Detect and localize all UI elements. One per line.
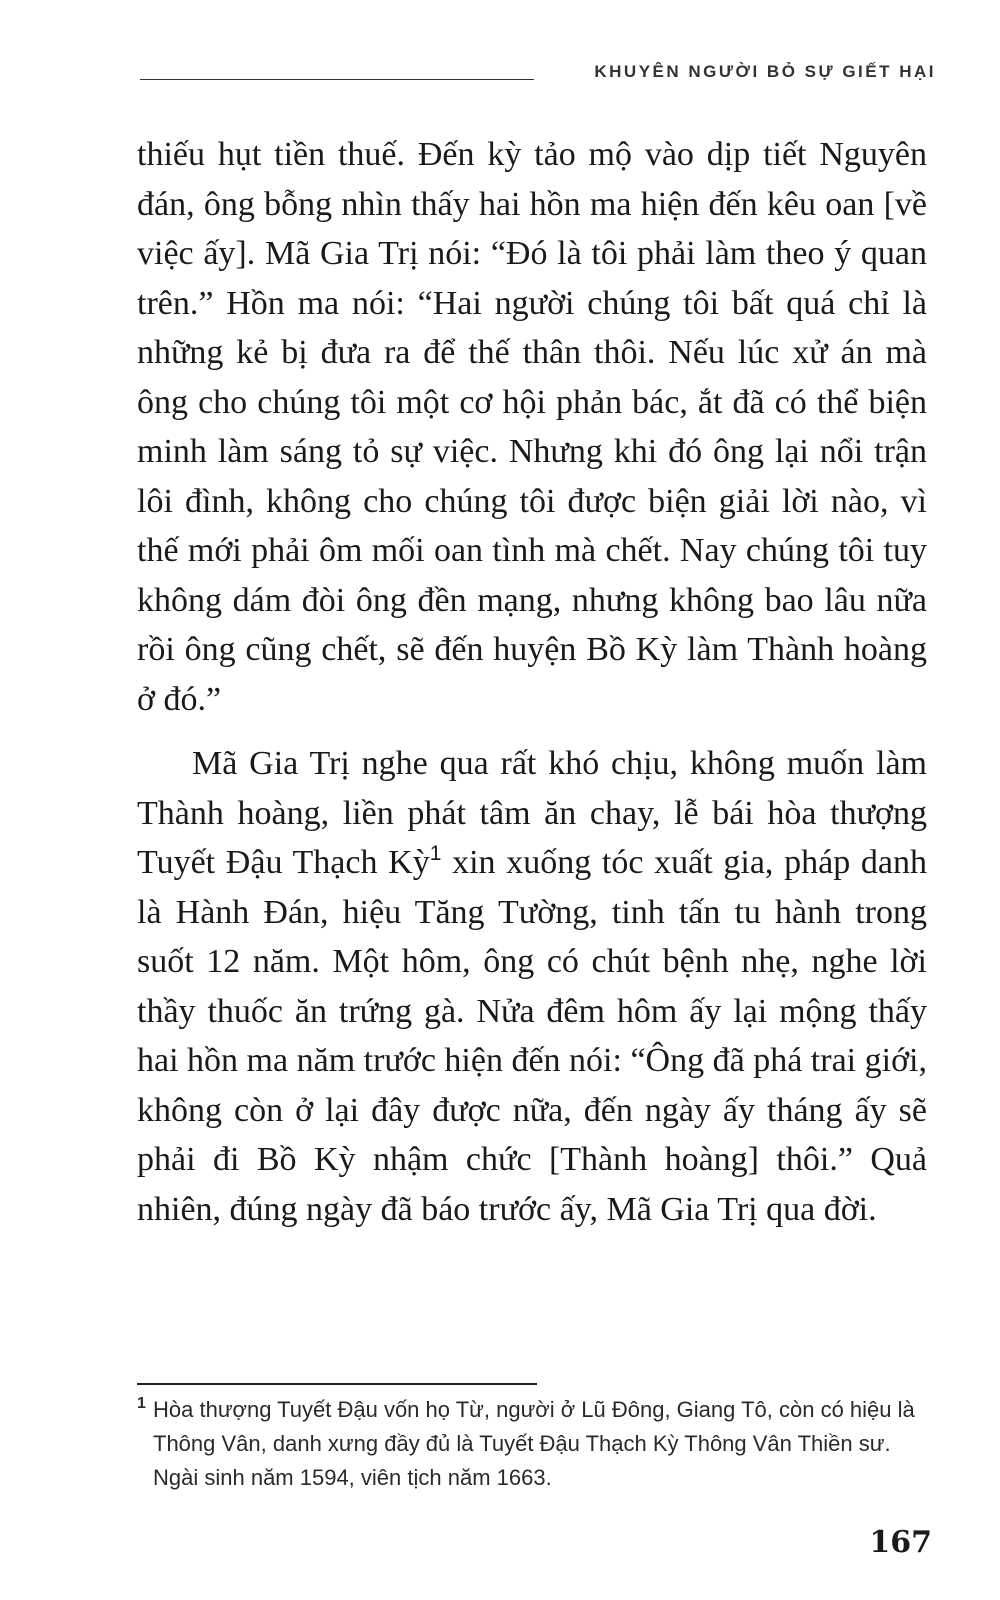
footnote xyxy=(137,1393,932,1495)
running-header-title: KHUYÊN NGƯỜI BỎ SỰ GIẾT HẠI xyxy=(594,62,936,81)
footnote-reference[interactable]: 1 xyxy=(429,842,442,865)
paragraph-2-text-before-ref: Mã Gia Trị nghe qua rất khó chịu, không muốn làm Thành hoàng, liền phát tâm ăn chay, lễ bái hòa thượng Tuyết Đậu Thạch Kỳ xyxy=(137,745,927,881)
page-number: 167 xyxy=(869,1525,932,1560)
header-rule xyxy=(140,79,534,80)
running-header xyxy=(140,62,936,86)
paragraph-2-text-after-ref: xin xuống tóc xuất gia, pháp danh là Hành Đán, hiệu Tăng Tường, tinh tấn tu hành trong suốt 12 năm. Một hôm, ông có chút bệnh nhẹ, nghe lời thầy thuốc ăn trứng gà. Nửa đêm hôm ấy lại mộng thấy hai hồn ma năm trước hiện đến nói: “Ông đã phá trai giới, không còn ở lại đây được nữa, đến ngày ấy tháng ấy sẽ phải đi Bồ Kỳ nhậm chức [Thành hoàng] thôi.” Quả nhiên, đúng ngày đã báo trước ấy, Mã Gia Trị qua đời. xyxy=(137,844,927,1228)
footnote-text: Hòa thượng Tuyết Đậu vốn họ Từ, người ở Lũ Đông, Giang Tô, còn có hiệu là Thông Vân, danh xưng đầy đủ là Tuyết Đậu Thạch Kỳ Thông Vân Thiền sư. Ngài sinh năm 1594, viên tịch năm 1663. xyxy=(153,1397,915,1490)
main-text xyxy=(137,130,927,1234)
footnote-separator xyxy=(137,1383,537,1385)
footnote-number: 1 xyxy=(137,1395,146,1412)
paragraph-2 xyxy=(137,739,927,1234)
paragraph-1: thiếu hụt tiền thuế. Đến kỳ tảo mộ vào dịp tiết Nguyên đán, ông bỗng nhìn thấy hai hồn ma hiện đến kêu oan [về việc ấy]. Mã Gia Trị nói: “Đó là tôi phải làm theo ý quan trên.” Hồn ma nói: “Hai người chúng tôi bất quá chỉ là những kẻ bị đưa ra để thế thân thôi. Nếu lúc xử án mà ông cho chúng tôi một cơ hội phản bác, ắt đã có thể biện minh làm sáng tỏ sự việc. Nhưng khi đó ông lại nổi trận lôi đình, không cho chúng tôi được biện giải lời nào, vì thế mới phải ôm mối oan tình mà chết. Nay chúng tôi tuy không dám đòi ông đền mạng, nhưng không bao lâu nữa rồi ông cũng chết, sẽ đến huyện Bồ Kỳ làm Thành hoàng ở đó.” xyxy=(137,136,927,718)
